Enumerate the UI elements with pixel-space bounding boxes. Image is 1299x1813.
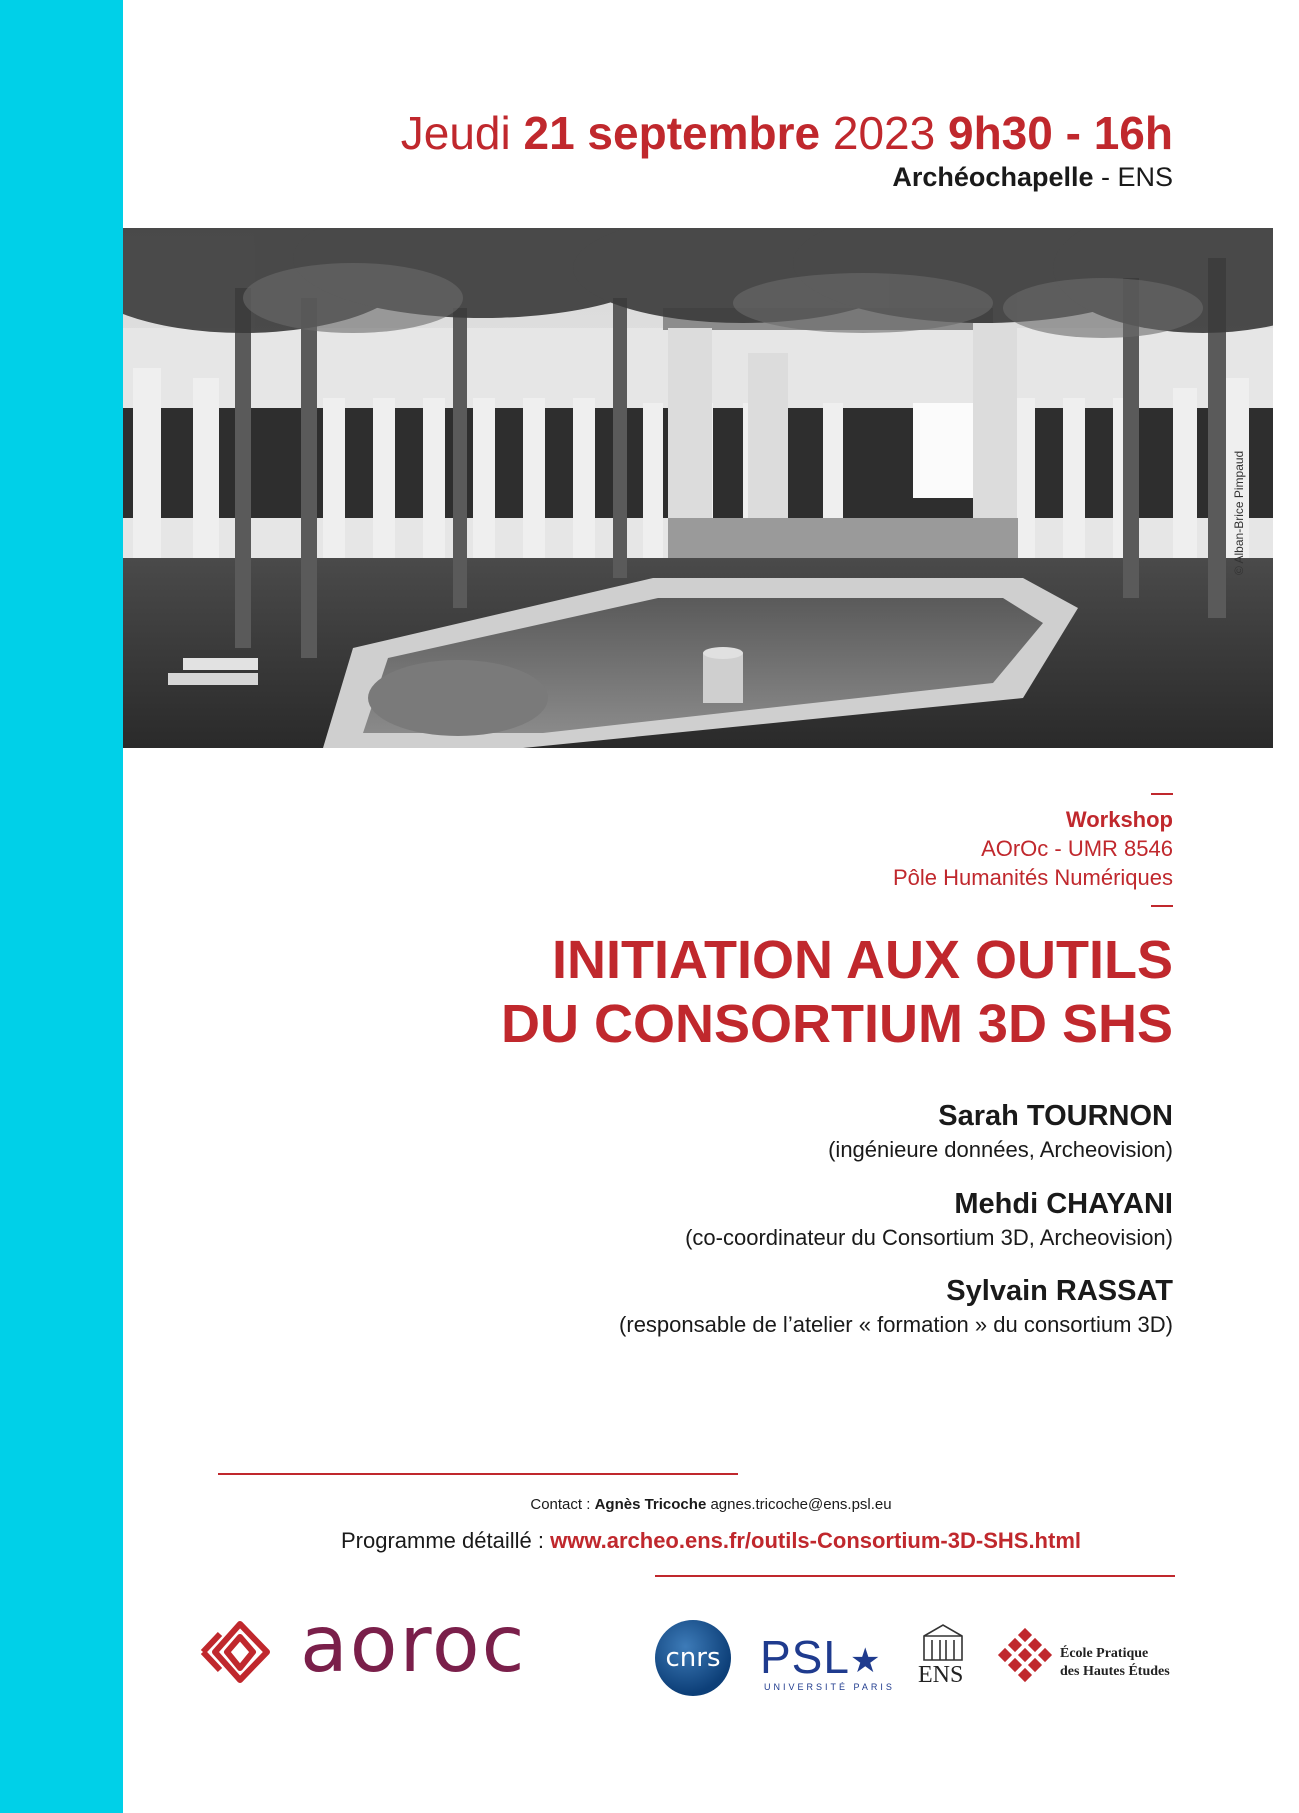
title-line-2: DU CONSORTIUM 3D SHS bbox=[500, 994, 1173, 1054]
aoroc-logo-text: aoroc bbox=[300, 1600, 527, 1690]
workshop-label: Workshop bbox=[1065, 807, 1173, 832]
speaker-role-3: (responsable de l’atelier « formation » du consortium 3D) bbox=[619, 1312, 1173, 1337]
speaker-name-3: Sylvain RASSAT bbox=[946, 1275, 1173, 1307]
contact-email[interactable]: agnes.tricoche@ens.psl.eu bbox=[706, 1496, 892, 1513]
footer-rule-left bbox=[218, 1473, 738, 1475]
courtyard-photo bbox=[123, 228, 1273, 748]
courtyard-render bbox=[123, 228, 1273, 748]
speaker-role-2: (co-coordinateur du Consortium 3D, Archeovision) bbox=[685, 1225, 1173, 1250]
psl-subtitle: UNIVERSITÉ PARIS bbox=[764, 1682, 895, 1692]
speaker-role-1: (ingénieure données, Archeovision) bbox=[828, 1137, 1173, 1162]
event-title bbox=[501, 928, 1173, 1056]
dash-bottom bbox=[1151, 905, 1173, 907]
ephe-logo-text: École Pratique des Hautes Études bbox=[1060, 1646, 1170, 1679]
aoroc-pen-icon bbox=[195, 1612, 285, 1692]
program-line: Programme détaillé : www.archeo.ens.fr/outils-Consortium-3D-SHS.html bbox=[341, 1528, 1081, 1553]
program-url[interactable]: www.archeo.ens.fr/outils-Consortium-3D-SHS.html bbox=[550, 1528, 1081, 1553]
title-line-1: INITIATION AUX OUTILS bbox=[552, 930, 1173, 990]
photo-credit: © Alban-Brice Pimpaud bbox=[1232, 450, 1246, 575]
psl-logo: PSL★ bbox=[760, 1631, 882, 1683]
speaker-name-2: Mehdi CHAYANI bbox=[954, 1188, 1173, 1220]
ens-building-icon bbox=[920, 1622, 966, 1662]
contact-line: Contact : Agnès Tricoche agnes.tricoche@ens.psl.eu bbox=[530, 1496, 892, 1513]
event-venue: Archéochapelle - ENS bbox=[892, 162, 1173, 192]
ephe-diamond-icon bbox=[995, 1628, 1057, 1690]
workshop-org: AOrOc - UMR 8546 bbox=[981, 836, 1173, 861]
footer-rule-right bbox=[655, 1575, 1175, 1577]
workshop-department: Pôle Humanités Numériques bbox=[892, 865, 1173, 890]
ens-logo-text: ENS bbox=[918, 1662, 964, 1688]
psl-star-icon: ★ bbox=[849, 1641, 882, 1680]
cnrs-logo: cnrs bbox=[655, 1620, 731, 1696]
speaker-name-1: Sarah TOURNON bbox=[938, 1100, 1173, 1132]
dash-top bbox=[1151, 793, 1173, 795]
event-date: Jeudi 21 septembre 2023 9h30 - 16h bbox=[400, 107, 1173, 159]
